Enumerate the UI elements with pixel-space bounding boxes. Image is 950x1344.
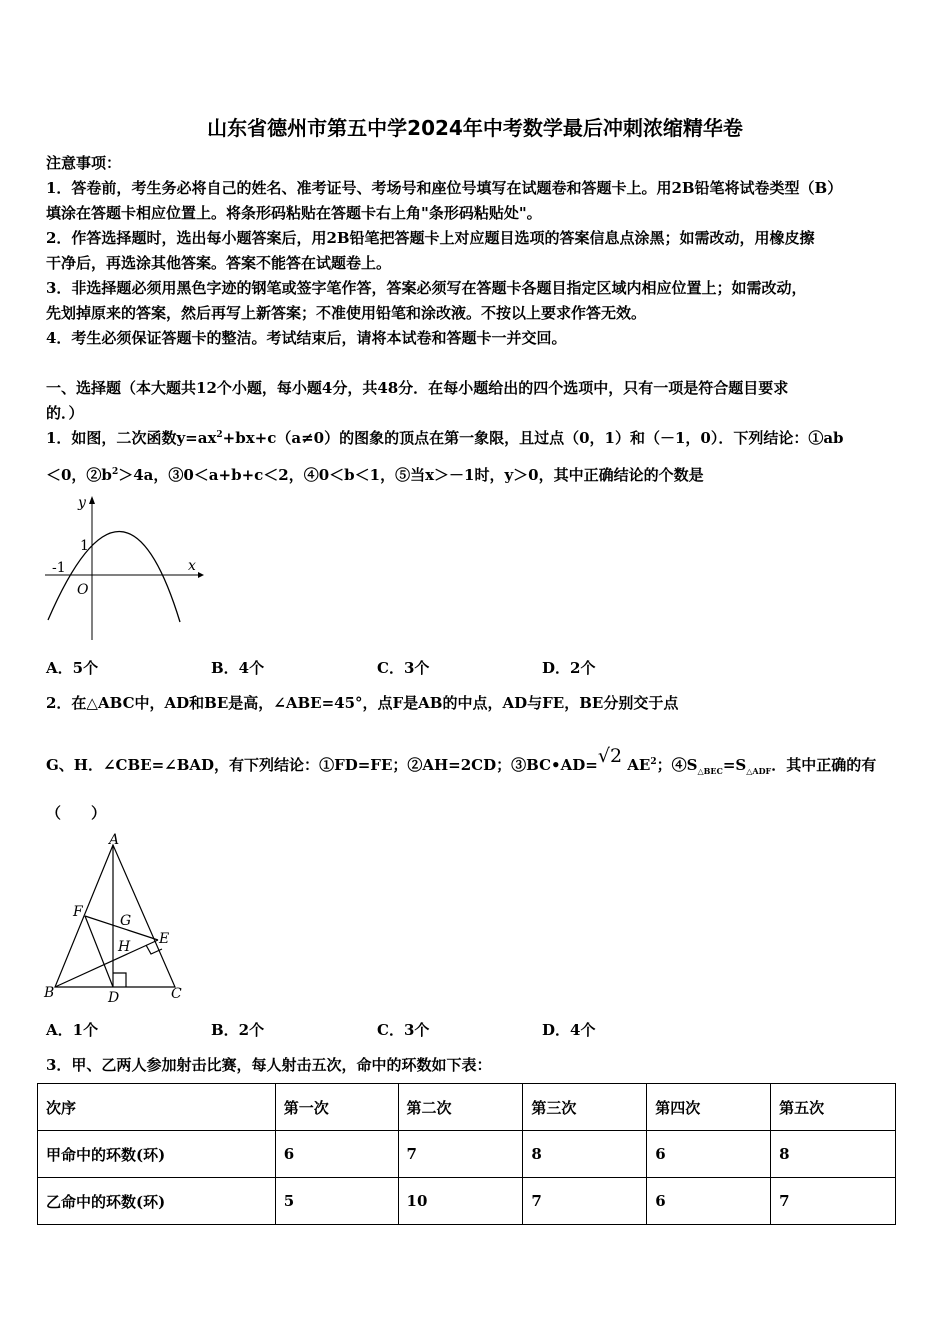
notice-heading: 注意事项： [46, 154, 122, 172]
notice-line: 填涂在答题卡相应位置上。将条形码粘贴在答题卡右上角"条形码粘贴处"。 [46, 204, 542, 222]
table-header: 第五次 [771, 1084, 896, 1131]
svg-text:D: D [108, 990, 120, 1005]
table-cell: 8 [523, 1131, 647, 1178]
q1-parabola-figure [40, 492, 205, 644]
table-header: 第三次 [523, 1084, 647, 1131]
q2-option-c[interactable]: C．3个 [377, 1021, 430, 1039]
table-cell: 5 [275, 1178, 398, 1225]
notice-line: 先划掉原来的答案，然后再写上新答案；不准使用铅笔和涂改液。不按以上要求作答无效。 [46, 304, 647, 322]
q2-text-cont: G、H．∠CBE=∠BAD，有下列结论：①FD=FE；②AH=2CD；③BC•AD=√2 $AE^2$；$④S_{\triangle BEC}=S_{\triangle ADF}$．其中正确的有 [46, 745, 877, 776]
table-header: 第二次 [398, 1084, 523, 1131]
table-cell: 7 [523, 1178, 647, 1225]
table-header: 第一次 [275, 1084, 398, 1131]
table-cell: 6 [647, 1131, 771, 1178]
q3-score-table [37, 1083, 896, 1225]
svg-text:G: G [120, 913, 132, 929]
table-cell: 7 [398, 1131, 523, 1178]
notice-line: 2．作答选择题时，选出每小题答案后，用2B铅笔把答题卡上对应题目选项的答案信息点涂黑；如需改动，用橡皮擦 [46, 229, 815, 247]
q1-option-d[interactable]: D．2个 [542, 659, 596, 677]
svg-text:F: F [73, 904, 83, 920]
q1-option-a[interactable]: A．5个 [46, 659, 99, 677]
svg-text:H: H [118, 939, 131, 955]
table-cell: 甲命中的环数(环) [38, 1131, 276, 1178]
svg-text:y: y [78, 495, 86, 511]
q2-text: 2．在△ABC中，AD和BE是高，∠ABE=45°，点F是AB的中点，AD与FE，BE分别交于点 [46, 694, 679, 712]
svg-text:E: E [159, 931, 170, 947]
svg-text:B: B [44, 985, 55, 1001]
notice-line: 4．考生必须保证答题卡的整洁。考试结束后，请将本试卷和答题卡一并交回。 [46, 329, 567, 347]
svg-text:A: A [109, 832, 120, 848]
q2-triangle-figure [40, 830, 195, 1005]
section-heading-cont: 的．） [46, 404, 84, 422]
svg-text:-1: -1 [52, 560, 66, 576]
table-cell: 8 [771, 1131, 896, 1178]
table-cell: 7 [771, 1178, 896, 1225]
q3-text: 3．甲、乙两人参加射击比赛，每人射击五次，命中的环数如下表： [46, 1056, 492, 1074]
table-header-row [38, 1084, 896, 1131]
notice-line: 1．答卷前，考生务必将自己的姓名、准考证号、考场号和座位号填写在试题卷和答题卡上。用2B铅笔将试卷类型（B） [46, 179, 843, 197]
q1-option-b[interactable]: B．4个 [211, 659, 265, 677]
table-row [38, 1131, 896, 1178]
q2-option-a[interactable]: A．1个 [46, 1021, 99, 1039]
svg-text:1: 1 [80, 538, 89, 554]
table-cell: 10 [398, 1178, 523, 1225]
table-header: 次序 [38, 1084, 276, 1131]
table-cell: 乙命中的环数(环) [38, 1178, 276, 1225]
table-cell: 6 [275, 1131, 398, 1178]
q2-option-b[interactable]: B．2个 [211, 1021, 265, 1039]
table-header: 第四次 [647, 1084, 771, 1131]
table-row [38, 1178, 896, 1225]
q1-text: 1．如图，二次函数$y=ax^2+bx+c(a\ne 0)$的图象的顶点在第一象限，且过点（0，1）和（－1，0）．下列结论：①ab [46, 429, 844, 447]
svg-text:C: C [171, 986, 182, 1002]
table-cell: 6 [647, 1178, 771, 1225]
svg-text:x: x [188, 558, 196, 574]
q1-option-c[interactable]: C．3个 [377, 659, 430, 677]
svg-text:O: O [77, 582, 89, 598]
notice-line: 3．非选择题必须用黑色字迹的钢笔或签字笔作答，答案必须写在答题卡各题目指定区域内相应位置上；如需改动， [46, 279, 807, 297]
q2-option-d[interactable]: D．4个 [542, 1021, 596, 1039]
q2-answer-paren: （ ） [46, 804, 107, 822]
notice-line: 干净后，再选涂其他答案。答案不能答在试题卷上。 [46, 254, 392, 272]
section-heading: 一、选择题（本大题共12个小题，每小题4分，共48分．在每小题给出的四个选项中，只有一项是符合题目要求 [46, 379, 789, 397]
page-title: 山东省德州市第五中学2024年中考数学最后冲刺浓缩精华卷 [207, 116, 743, 140]
q1-text-cont: ＜0，$②b^2>4a$，③0＜a+b+c＜2，④0＜b＜1，⑤当x＞－1时，y＞0，其中正确结论的个数是 [46, 466, 704, 484]
